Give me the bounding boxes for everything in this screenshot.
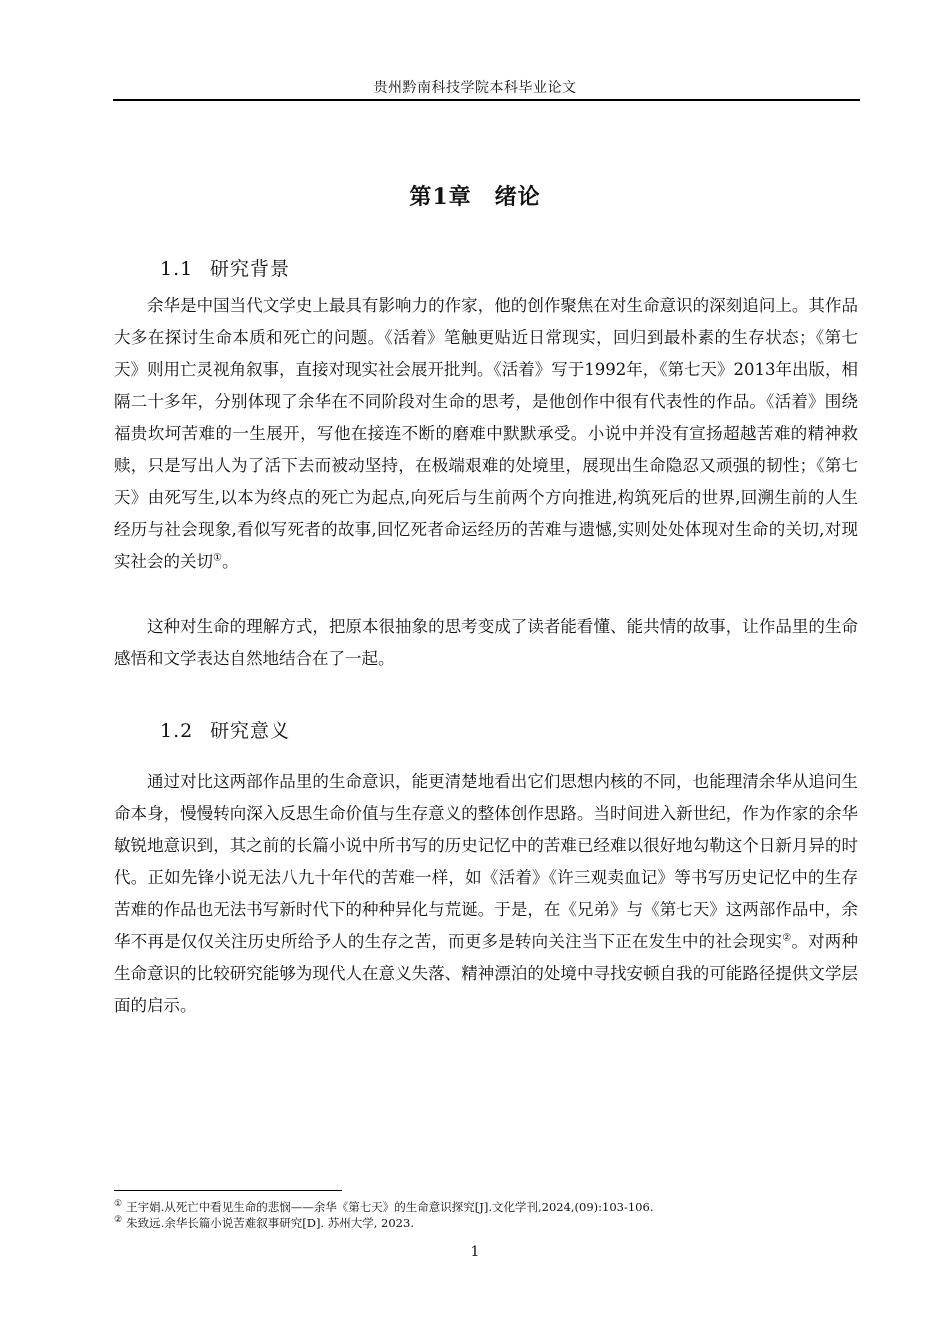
paragraph-text: 这种对生命的理解方式，把原本很抽象的思考变成了读者能看懂、能共情的故事，让作品里的生命感悟和文学表达自然地结合在了一起。 <box>114 617 858 668</box>
footnote-mark: ② <box>114 1215 123 1226</box>
section-title-text: 研究背景 <box>210 258 291 280</box>
page-number: 1 <box>470 1244 480 1260</box>
paragraph-background-1 <box>114 290 858 578</box>
section-heading-1-1 <box>160 254 290 281</box>
footnote-ref-1[interactable]: ① <box>213 552 222 564</box>
footnote-1 <box>114 1199 874 1215</box>
footnote-separator <box>114 1190 342 1191</box>
running-header: 贵州黔南科技学院本科毕业论文 <box>373 80 577 96</box>
paragraph-text: 通过对比这两部作品里的生命意识，能更清楚地看出它们思想内核的不同，也能理清余华从追问生命本身，慢慢转向深入反思生命价值与生存意义的整体创作思路。当时间进入新世纪，作为作家的余华敏锐地意识到，其之前的长篇小说中所书写的历史记忆中的苦难已经难以很好地勾勒这个日新月异的时代。正如先锋小说无法八九十年代的苦难一样，如《活着》《许三观卖血记》等书写历史记忆中的生存苦难的作品也无法书写新时代下的种种异化与荒诞。于是，在《兄弟》与《第七天》这两部作品中，余华不再是仅仅关注历史所给予人的生存之苦，而更多是转向关注当下正在发生中的社会现实 <box>114 772 858 951</box>
paragraph-text: 余华是中国当代文学史上最具有影响力的作家，他的创作聚焦在对生命意识的深刻追问上。其作品大多在探讨生命本质和死亡的问题。《活着》笔触更贴近日常现实，回归到最朴素的生存状态；《第七天》则用亡灵视角叙事，直接对现实社会展开批判。《活着》写于1992年，《第七天》2013年出版，相隔二十多年，分别体现了余华在不同阶段对生命的思考，是他创作中很有代表性的作品。《活着》围绕福贵坎坷苦难的一生展开，写他在接连不断的磨难中默默承受。小说中并没有宣扬超越苦难的精神救赎，只是写出人为了活下去而被动坚持，在极端艰难的处境里，展现出生命隐忍又顽强的韧性；《第七天》由死写生,以本为终点的死亡为起点,向死后与生前两个方向推进,构筑死后的世界,回溯生前的人生经历与社会现象,看似写死者的故事,回忆死者命运经历的苦难与遗憾,实则处处体现对生命的关切,对现实社会的关切 <box>114 296 858 571</box>
paragraph-significance-1 <box>114 766 858 1022</box>
chapter-title: 第1章 绪论 <box>409 184 541 210</box>
paragraph-tail: 。对两种生命意识的比较研究能够为现代人在意义失落、精神漂泊的处境中寻找安顿自我的可能路径提供文学层面的启示。 <box>114 932 859 1015</box>
paragraph-background-2 <box>114 611 858 675</box>
section-heading-1-2 <box>160 716 290 743</box>
footnote-text: 朱致远.余华长篇小说苦难叙事研究[D]. 苏州大学, 2023. <box>126 1216 414 1230</box>
footnote-ref-2[interactable]: ② <box>782 932 792 944</box>
section-number: 1.1 <box>160 258 194 280</box>
section-title-text: 研究意义 <box>210 720 291 742</box>
section-number: 1.2 <box>160 720 194 742</box>
footnote-2 <box>114 1215 874 1231</box>
paragraph-tail: 。 <box>221 552 239 571</box>
footnote-text: 王宇娟.从死亡中看见生命的悲悯——余华《第七天》的生命意识探究[J].文化学刊,2024,(09):103-106. <box>126 1200 654 1214</box>
footnote-mark: ① <box>114 1199 123 1210</box>
header-rule <box>113 99 860 101</box>
